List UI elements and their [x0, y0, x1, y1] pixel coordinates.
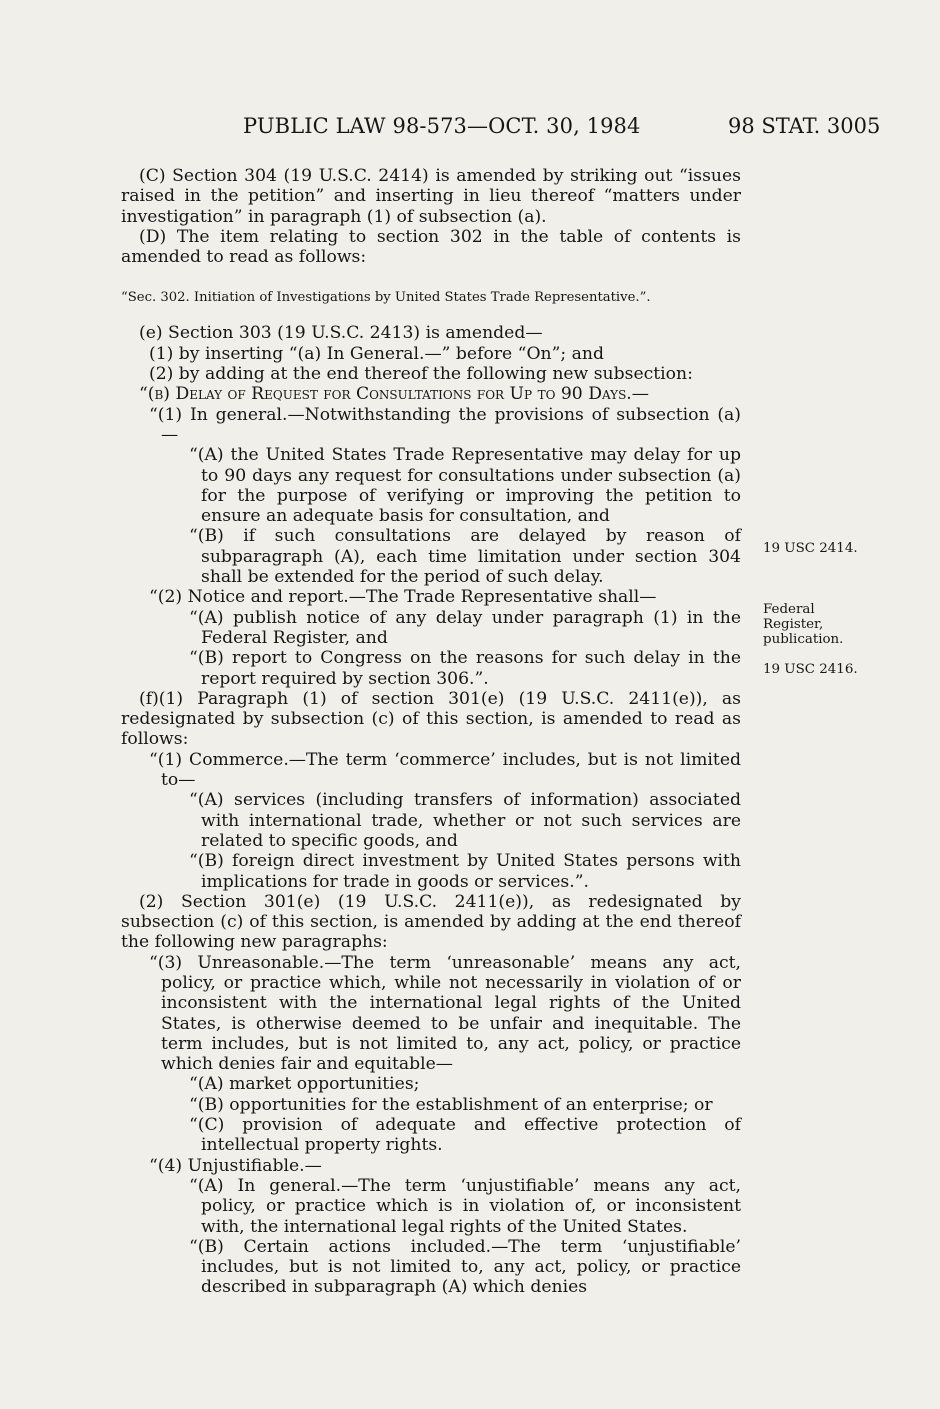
running-header-title: PUBLIC LAW 98-573—OCT. 30, 1984: [243, 114, 641, 138]
definition-unjustifiable-b: “(B) Certain actions included.—The term ‘unjustifiable’ includes, but is not limited to, any act, policy, or practice described in subparagraph (A) which denies: [189, 1236, 741, 1298]
subsection-b-1-a: “(A) the United States Trade Representative may delay for up to 90 days any request for consultations under subsection (a) for the purpose of verifying or improving the petition to ensure an adequate basis for consultation, and: [189, 445, 741, 527]
definition-unjustifiable-a: “(A) In general.—The term ‘unjustifiable’ means any act, policy, or practice which is in violation of, or inconsistent with, the international legal rights of the United States.: [189, 1175, 741, 1237]
margin-note-federal: Federal: [763, 602, 815, 617]
subsection-b-2: “(2) Notice and report.—The Trade Representative shall—: [149, 587, 657, 608]
subsection-b-2-a: “(A) publish notice of any delay under paragraph (1) in the Federal Register, and: [189, 607, 741, 648]
margin-note-usc-2416: 19 USC 2416.: [763, 662, 858, 677]
margin-note-publication: publication.: [763, 632, 844, 647]
paragraph-f-2: (2) Section 301(e) (19 U.S.C. 2411(e)), as redesignated by subsection (c) of this section, is amended by adding at the end thereof the following new paragraphs:: [121, 891, 741, 953]
subsection-b-1: “(1) In general.—Notwithstanding the provisions of subsection (a)—: [149, 404, 741, 445]
paragraph-e-1: (1) by inserting “(a) In General.—” before “On”; and: [149, 343, 604, 364]
margin-note-register: Register,: [763, 617, 824, 632]
definition-commerce-b: “(B) foreign direct investment by United States persons with implications for trade in goods or services.”.: [189, 851, 741, 892]
subsection-b-heading: “(b) Delay of Request for Consultations for Up to 90 Days.—: [139, 384, 649, 405]
paragraph-c: (C) Section 304 (19 U.S.C. 2414) is amended by striking out “issues raised in the petition” and inserting in lieu thereof “matters under investigation” in paragraph (1) of subsection (a).: [121, 166, 741, 227]
paragraph-e-2: (2) by adding at the end thereof the following new subsection:: [149, 364, 693, 385]
definition-unjustifiable-heading: “(4) Unjustifiable.—: [149, 1155, 322, 1176]
subsection-b-1-b: “(B) if such consultations are delayed by reason of subparagraph (A), each time limitation under section 304 shall be extended for the period of such delay.: [189, 526, 741, 588]
definition-unreasonable-a: “(A) market opportunities;: [189, 1074, 420, 1095]
page-citation: 98 STAT. 3005: [728, 114, 881, 138]
subsection-b-2-b: “(B) report to Congress on the reasons for such delay in the report required by section 306.”.: [189, 648, 741, 689]
paragraph-e: (e) Section 303 (19 U.S.C. 2413) is amended—: [139, 323, 543, 344]
definition-unreasonable: “(3) Unreasonable.—The term ‘unreasonable’ means any act, policy, or practice which, while not necessarily in violation of or inconsistent with the international legal rights of the United States, is otherwise deemed to be unfair and inequitable. The term includes, but is not limited to, any act, policy, or practice which denies fair and equitable—: [149, 952, 741, 1075]
definition-commerce-a: “(A) services (including transfers of information) associated with international trade, whether or not such services are related to specific goods, and: [189, 790, 741, 851]
statute-body: [121, 166, 741, 1298]
table-of-contents-item: “Sec. 302. Initiation of Investigations by United States Trade Representative.”.: [121, 290, 651, 306]
definition-commerce: “(1) Commerce.—The term ‘commerce’ includes, but is not limited to—: [149, 749, 741, 791]
definition-unreasonable-c: “(C) provision of adequate and effective protection of intellectual property rights.: [189, 1115, 741, 1156]
paragraph-f-1: (f)(1) Paragraph (1) of section 301(e) (19 U.S.C. 2411(e)), as redesignated by subsection (c) of this section, is amended to read as follows:: [121, 688, 741, 750]
definition-unreasonable-b: “(B) opportunities for the establishment of an enterprise; or: [189, 1094, 713, 1115]
paragraph-d: (D) The item relating to section 302 in the table of contents is amended to read as follows:: [121, 226, 741, 268]
margin-note-usc-2414: 19 USC 2414.: [763, 541, 858, 556]
